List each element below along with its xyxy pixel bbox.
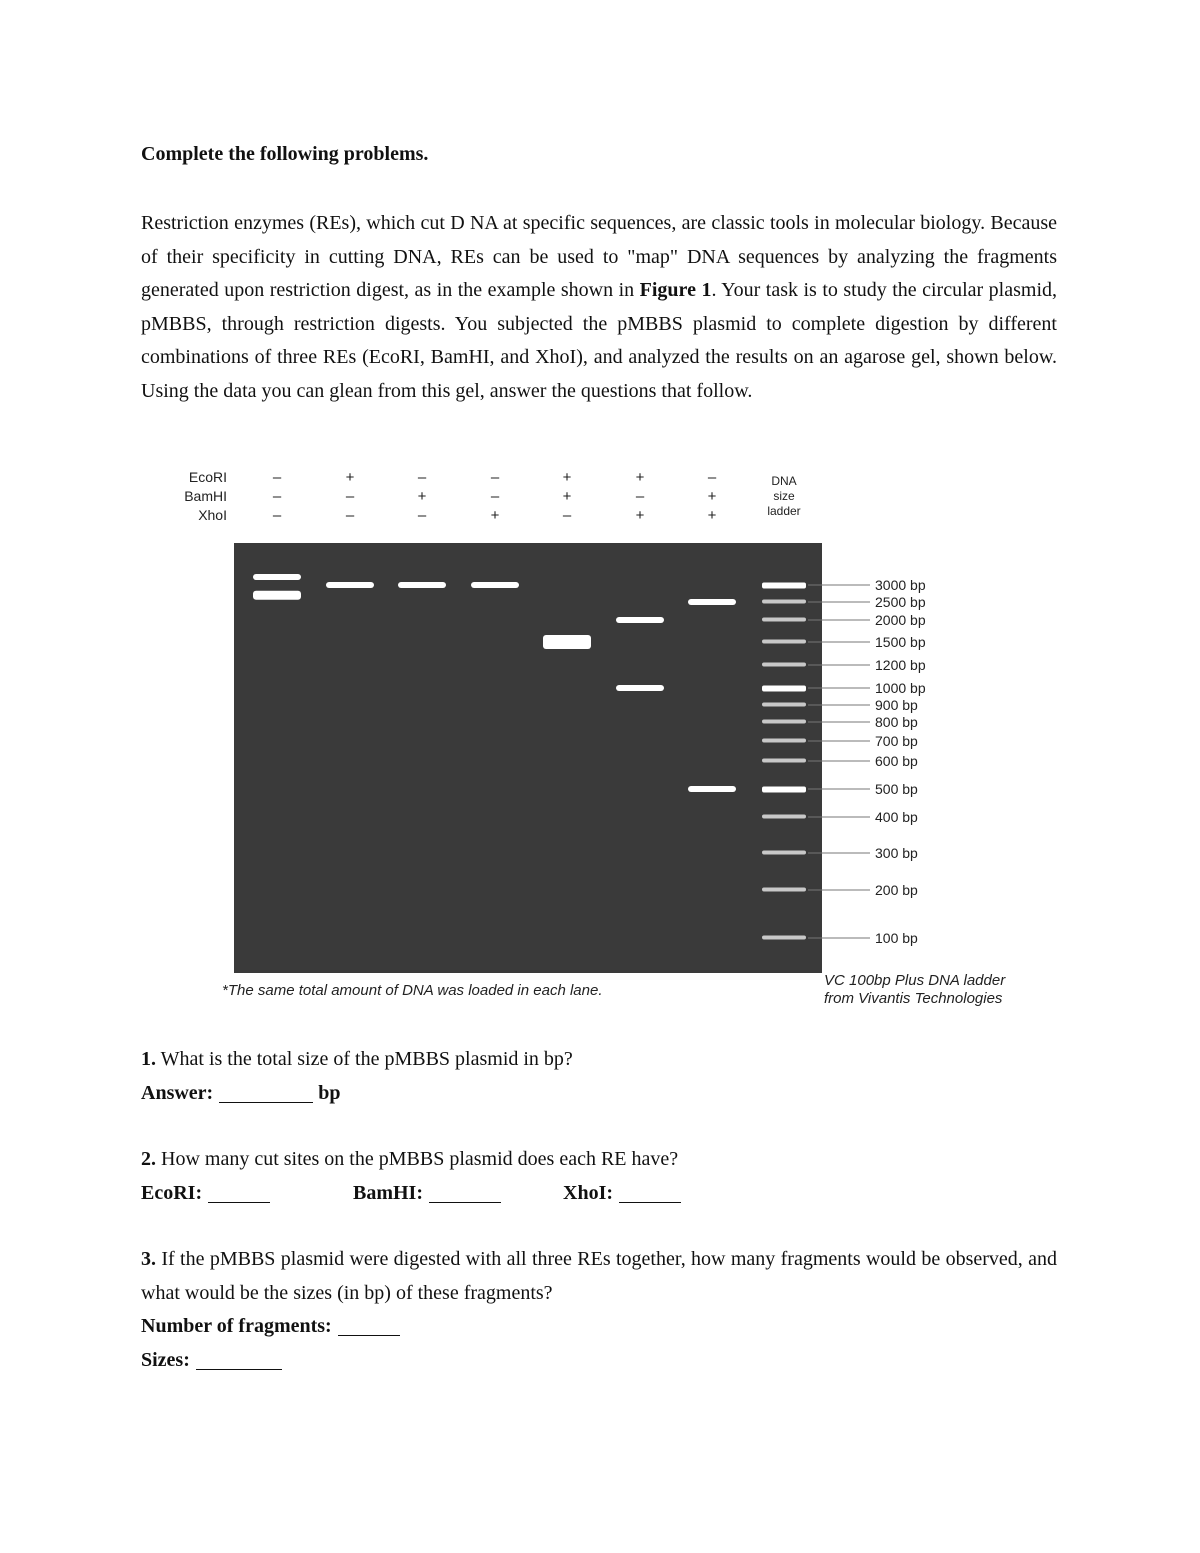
intro-text-part2: . Your task is to study the circular plasmid, pMBBS, through restriction digests. You subjected the pMBBS plasmid to complete digestion by different combinations of three REs (EcoRI, BamHI, and XhoI), and analyzed the results on an agarose gel, shown below. Using the data you can glean from this gel, answer the questions that follow.	[141, 279, 1058, 402]
ladder-header-line: ladder	[767, 504, 801, 518]
lane-7-band	[688, 786, 736, 792]
ladder-size-label: 3000 bp	[875, 577, 926, 593]
q2-number: 2.	[141, 1148, 156, 1170]
lane-4-sign: –	[490, 469, 500, 486]
enzyme-label-xhoi: XhoI	[198, 507, 227, 523]
lane-6-band	[616, 685, 664, 691]
ladder-band	[762, 787, 806, 793]
ladder-band	[762, 851, 806, 855]
ladder-band	[762, 815, 806, 819]
ladder-size-label: 2500 bp	[875, 594, 926, 610]
lane-1-band	[253, 591, 301, 600]
q1-answer-label: Answer:	[141, 1081, 214, 1104]
lane-5-sign: +	[562, 469, 572, 486]
ladder-band	[762, 686, 806, 692]
question-3	[141, 1243, 1057, 1377]
lane-1-sign: –	[272, 507, 282, 524]
lane-7-sign: +	[707, 488, 717, 505]
ladder-size-label: 100 bp	[875, 930, 918, 946]
lane-7-sign: –	[707, 469, 717, 486]
lane-1-sign: –	[272, 488, 282, 505]
ladder-credit-line2: from Vivantis Technologies	[824, 990, 1003, 1007]
page-heading: Complete the following problems.	[141, 143, 429, 165]
ladder-header-line: size	[773, 489, 795, 503]
q1-number: 1.	[141, 1048, 156, 1070]
ladder-band	[762, 759, 806, 763]
lane-6-band	[616, 617, 664, 623]
lane-3-sign: –	[417, 507, 427, 524]
lane-4-sign: –	[490, 488, 500, 505]
ladder-credit-line1: VC 100bp Plus DNA ladder	[824, 972, 1006, 989]
q1-answer-blank[interactable]	[219, 1082, 313, 1103]
lane-1-sign: –	[272, 469, 282, 486]
q3-text: If the pMBBS plasmid were digested with all three REs together, how many fragments would be observed, and what would be the sizes (in bp) of these fragments?	[141, 1248, 1057, 1304]
ladder-header-line: DNA	[771, 474, 797, 488]
ladder-band	[762, 663, 806, 667]
lane-1-band	[253, 574, 301, 580]
ladder-size-label: 2000 bp	[875, 612, 926, 628]
q3-fragments-blank[interactable]	[338, 1315, 400, 1336]
lane-6-sign: +	[635, 507, 645, 524]
ladder-size-label: 1200 bp	[875, 657, 926, 673]
q3-sizes-blank[interactable]	[196, 1349, 282, 1370]
figure-ref-number: 1	[701, 279, 712, 301]
figure-footnote: *The same total amount of DNA was loaded in each lane.	[222, 982, 603, 999]
gel-figure	[170, 465, 1050, 1025]
q1-text: What is the total size of the pMBBS plasmid in bp?	[160, 1048, 573, 1070]
ladder-size-label: 600 bp	[875, 753, 918, 769]
lane-7-band	[688, 599, 736, 605]
lane-2-sign: –	[345, 507, 355, 524]
question-2	[141, 1143, 1061, 1210]
q2-ecori-label: EcoRI:	[141, 1181, 203, 1204]
intro-paragraph	[141, 207, 1057, 408]
lane-5-band	[543, 635, 591, 649]
lane-5-sign: –	[562, 507, 572, 524]
lane-3-sign: –	[417, 469, 427, 486]
lane-3-band	[398, 582, 446, 588]
ladder-size-label: 700 bp	[875, 733, 918, 749]
ladder-band	[762, 640, 806, 644]
ladder-band	[762, 720, 806, 724]
ladder-band	[762, 936, 806, 940]
lane-2-band	[326, 582, 374, 588]
ladder-size-label: 200 bp	[875, 882, 918, 898]
lane-5-sign: +	[562, 488, 572, 505]
ladder-band	[762, 888, 806, 892]
q2-bamhi-label: BamHI:	[353, 1181, 423, 1204]
ladder-band	[762, 703, 806, 707]
ladder-size-label: 1500 bp	[875, 634, 926, 650]
lane-7-sign: +	[707, 507, 717, 524]
q1-unit: bp	[318, 1081, 341, 1104]
intro-text-part1: Restriction enzymes (REs), which cut D NA at specific sequences, are classic tools in molecular biology. Because of their specificity in cutting DNA, REs can be used to "map" DNA sequences by analyzing the fragments generated upon restriction digest, as in the example shown in	[141, 212, 1057, 301]
ladder-size-label: 500 bp	[875, 781, 918, 797]
figure-ref-word: Figure	[639, 279, 696, 301]
q2-bamhi-blank[interactable]	[429, 1182, 501, 1203]
lane-6-sign: –	[635, 488, 645, 505]
q3-number: 3.	[141, 1248, 156, 1270]
lane-2-sign: –	[345, 488, 355, 505]
lane-3-sign: +	[417, 488, 427, 505]
ladder-size-label: 300 bp	[875, 845, 918, 861]
q2-ecori-blank[interactable]	[208, 1182, 270, 1203]
gel-image	[170, 465, 1050, 1025]
gel-background	[234, 543, 822, 973]
q3-fragments-label: Number of fragments:	[141, 1315, 332, 1337]
enzyme-label-bamhi: BamHI	[184, 488, 227, 504]
q2-text: How many cut sites on the pMBBS plasmid does each RE have?	[161, 1148, 679, 1170]
lane-4-band	[471, 582, 519, 588]
ladder-size-label: 800 bp	[875, 714, 918, 730]
ladder-band	[762, 739, 806, 743]
ladder-size-label: 400 bp	[875, 809, 918, 825]
ladder-band	[762, 618, 806, 622]
q3-sizes-label: Sizes:	[141, 1348, 190, 1371]
ladder-band	[762, 600, 806, 604]
lane-6-sign: +	[635, 469, 645, 486]
q2-xhoi-label: XhoI:	[563, 1181, 614, 1204]
question-1	[141, 1043, 573, 1110]
lane-2-sign: +	[345, 469, 355, 486]
enzyme-label-ecori: EcoRI	[188, 469, 227, 485]
ladder-size-label: 1000 bp	[875, 680, 926, 696]
ladder-band	[762, 583, 806, 589]
q2-xhoi-blank[interactable]	[619, 1182, 681, 1203]
lane-4-sign: +	[490, 507, 500, 524]
ladder-size-label: 900 bp	[875, 697, 918, 713]
